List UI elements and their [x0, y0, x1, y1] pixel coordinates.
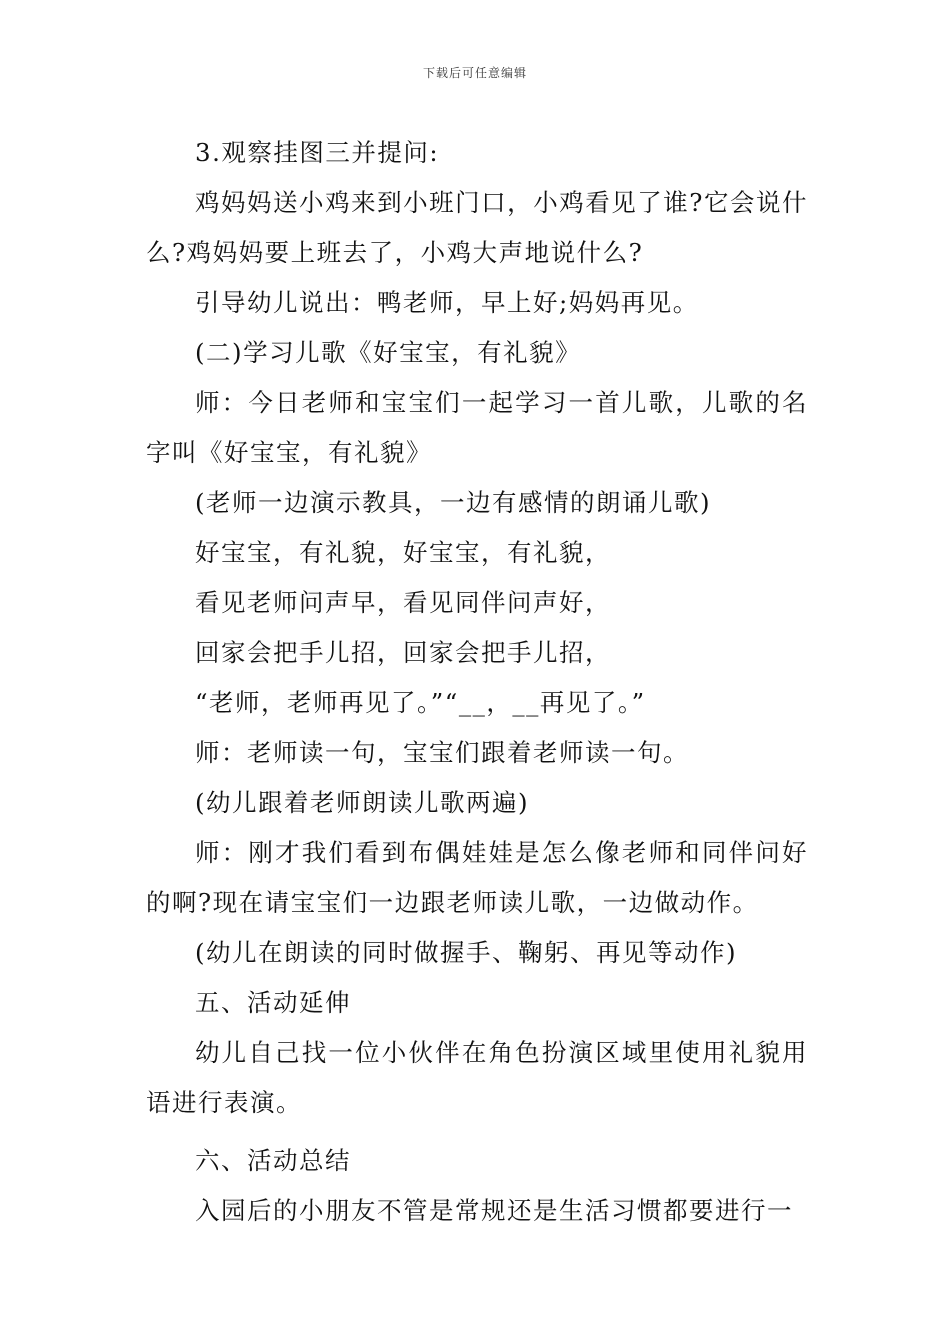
- paragraph: 幼儿自己找一位小伙伴在角色扮演区域里使用礼貌用语进行表演。: [146, 1038, 808, 1117]
- paragraph: 师：今日老师和宝宝们一起学习一首儿歌，儿歌的名字叫《好宝宝，有礼貌》: [146, 388, 808, 467]
- paragraph: “老师，老师再见了。”“__，__再见了。”: [195, 688, 646, 717]
- document-body: [146, 128, 808, 1236]
- header-note: 下载后可任意编辑: [422, 66, 527, 80]
- paragraph: (二)学习儿歌《好宝宝，有礼貌》: [195, 338, 582, 367]
- paragraph: (幼儿跟着老师朗读儿歌两遍): [195, 788, 530, 817]
- paragraph: 引导幼儿说出：鸭老师，早上好;妈妈再见。: [195, 288, 699, 317]
- paragraph: 鸡妈妈送小鸡来到小班门口，小鸡看见了谁?它会说什么?鸡妈妈要上班去了，小鸡大声地说什么?: [146, 188, 808, 267]
- paragraph: (幼儿在朗读的同时做握手、鞠躬、再见等动作): [195, 938, 738, 967]
- paragraph: 师：刚才我们看到布偶娃娃是怎么像老师和同伴问好的啊?现在请宝宝们一边跟老师读儿歌，一边做动作。: [146, 838, 808, 917]
- paragraph: 入园后的小朋友不管是常规还是生活习惯都要进行一: [195, 1196, 793, 1225]
- paragraph: 看见老师问声早，看见同伴问声好，: [195, 588, 611, 617]
- paragraph: 师：老师读一句，宝宝们跟着老师读一句。: [195, 738, 689, 767]
- paragraph: 3.观察挂图三并提问:: [195, 138, 440, 167]
- section-heading: 五、活动延伸: [195, 988, 351, 1017]
- section-heading: 六、活动总结: [195, 1146, 351, 1175]
- paragraph: 好宝宝，有礼貌，好宝宝，有礼貌，: [195, 538, 611, 567]
- paragraph: 回家会把手儿招，回家会把手儿招，: [195, 638, 611, 667]
- paragraph: (老师一边演示教具，一边有感情的朗诵儿歌): [195, 488, 712, 517]
